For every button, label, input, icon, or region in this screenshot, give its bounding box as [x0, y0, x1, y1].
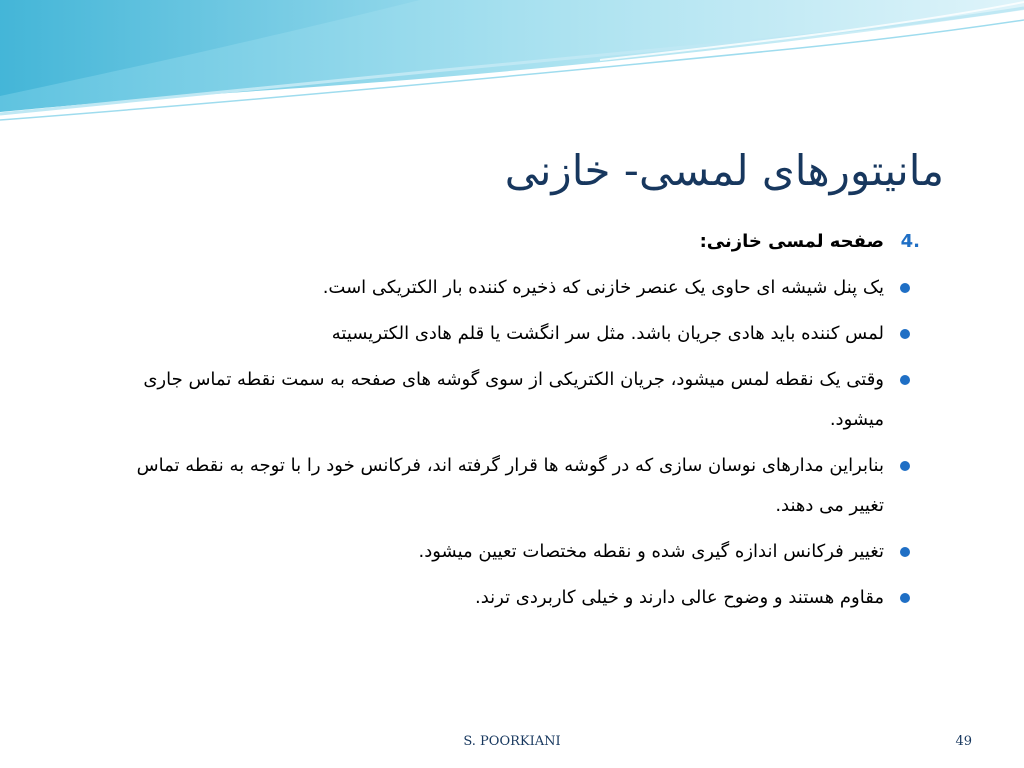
- list-item-text: لمس کننده باید هادی جریان باشد. مثل سر انگشت یا قلم هادی الکتریسیته: [331, 323, 884, 344]
- slide-content: [104, 222, 924, 624]
- bullet-icon: [900, 461, 910, 471]
- list-item-text: یک پنل شیشه ای حاوی یک عنصر خازنی که ذخیره کننده بار الکتریکی است.: [322, 277, 884, 298]
- list-number: 4.: [900, 231, 920, 252]
- slide-title: مانیتورهای لمسی- خازنی: [504, 146, 944, 195]
- header-wave-decoration: [0, 0, 1024, 130]
- list-item-text: بنابراین مدارهای نوسان سازی که در گوشه ها قرار گرفته اند، فرکانس خود را با توجه به نقطه تماس تغییر می دهند.: [136, 455, 884, 516]
- list-item: [104, 578, 924, 618]
- list-item: [104, 360, 924, 440]
- footer-author: S. POORKIANI: [463, 734, 561, 749]
- bullet-icon: [900, 329, 910, 339]
- list-item: [104, 268, 924, 308]
- list-item: [104, 314, 924, 354]
- list-item-heading: [104, 222, 924, 262]
- list-item-text: وقتی یک نقطه لمس میشود، جریان الکتریکی از سوی گوشه های صفحه به سمت نقطه تماس جاری میشود.: [143, 369, 884, 430]
- bullet-icon: [900, 547, 910, 557]
- bullet-icon: [900, 283, 910, 293]
- list-item-text: تغییر فرکانس اندازه گیری شده و نقطه مختصات تعیین میشود.: [418, 541, 884, 562]
- list-item: [104, 446, 924, 526]
- bullet-icon: [900, 375, 910, 385]
- bullet-icon: [900, 593, 910, 603]
- list-item-text: مقاوم هستند و وضوح عالی دارند و خیلی کاربردی ترند.: [474, 587, 884, 608]
- list-item-text: صفحه لمسی خازنی:: [699, 231, 884, 252]
- page-number: 49: [955, 734, 972, 749]
- list-item: [104, 532, 924, 572]
